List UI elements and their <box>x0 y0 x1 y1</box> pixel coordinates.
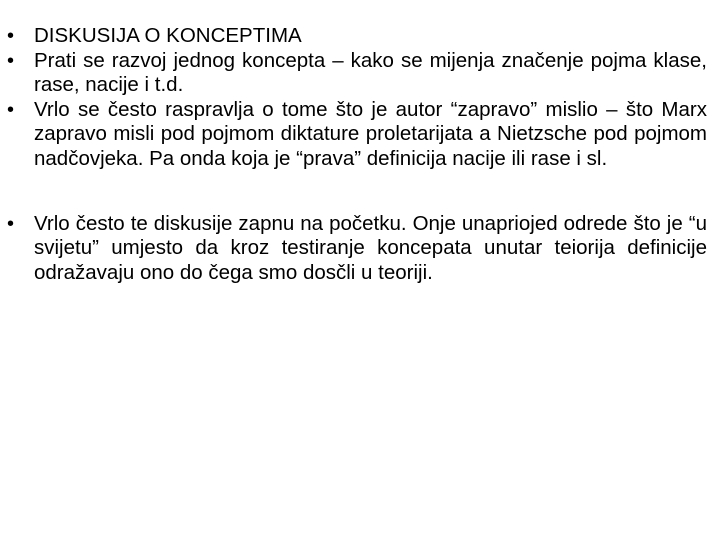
bullet-item <box>0 49 720 98</box>
bullet-icon: • <box>7 98 15 121</box>
bullet-list <box>0 24 720 285</box>
bullet-icon: • <box>7 49 15 72</box>
bullet-icon: • <box>7 212 15 235</box>
bullet-text: DISKUSIJA O KONCEPTIMA <box>34 24 302 47</box>
bullet-text: Vrlo često te diskusije zapnu na početku. Onje unapriojed odrede što je “u svijetu” umjesto da kroz testiranje koncepata unutar teiorija definicije odražavaju ono do čega smo dosčli u teoriji. <box>34 211 707 284</box>
bullet-text: Vrlo se često raspravlja o tome što je autor “zapravo” mislio – što Marx zapravo misli pod pojmom diktature proletarijata a Nietzsche pod pojmom nadčovjeka. Pa onda koja je “prava” definicija nacije ili rase i sl. <box>34 97 707 170</box>
bullet-item <box>0 98 720 172</box>
bullet-icon: • <box>7 25 15 47</box>
bullet-item-title <box>0 24 720 49</box>
bullet-text: Prati se razvoj jednog koncepta – kako se mijenja značenje pojma klase, rase, nacije i t.d. <box>34 48 707 97</box>
bullet-item <box>0 212 720 286</box>
